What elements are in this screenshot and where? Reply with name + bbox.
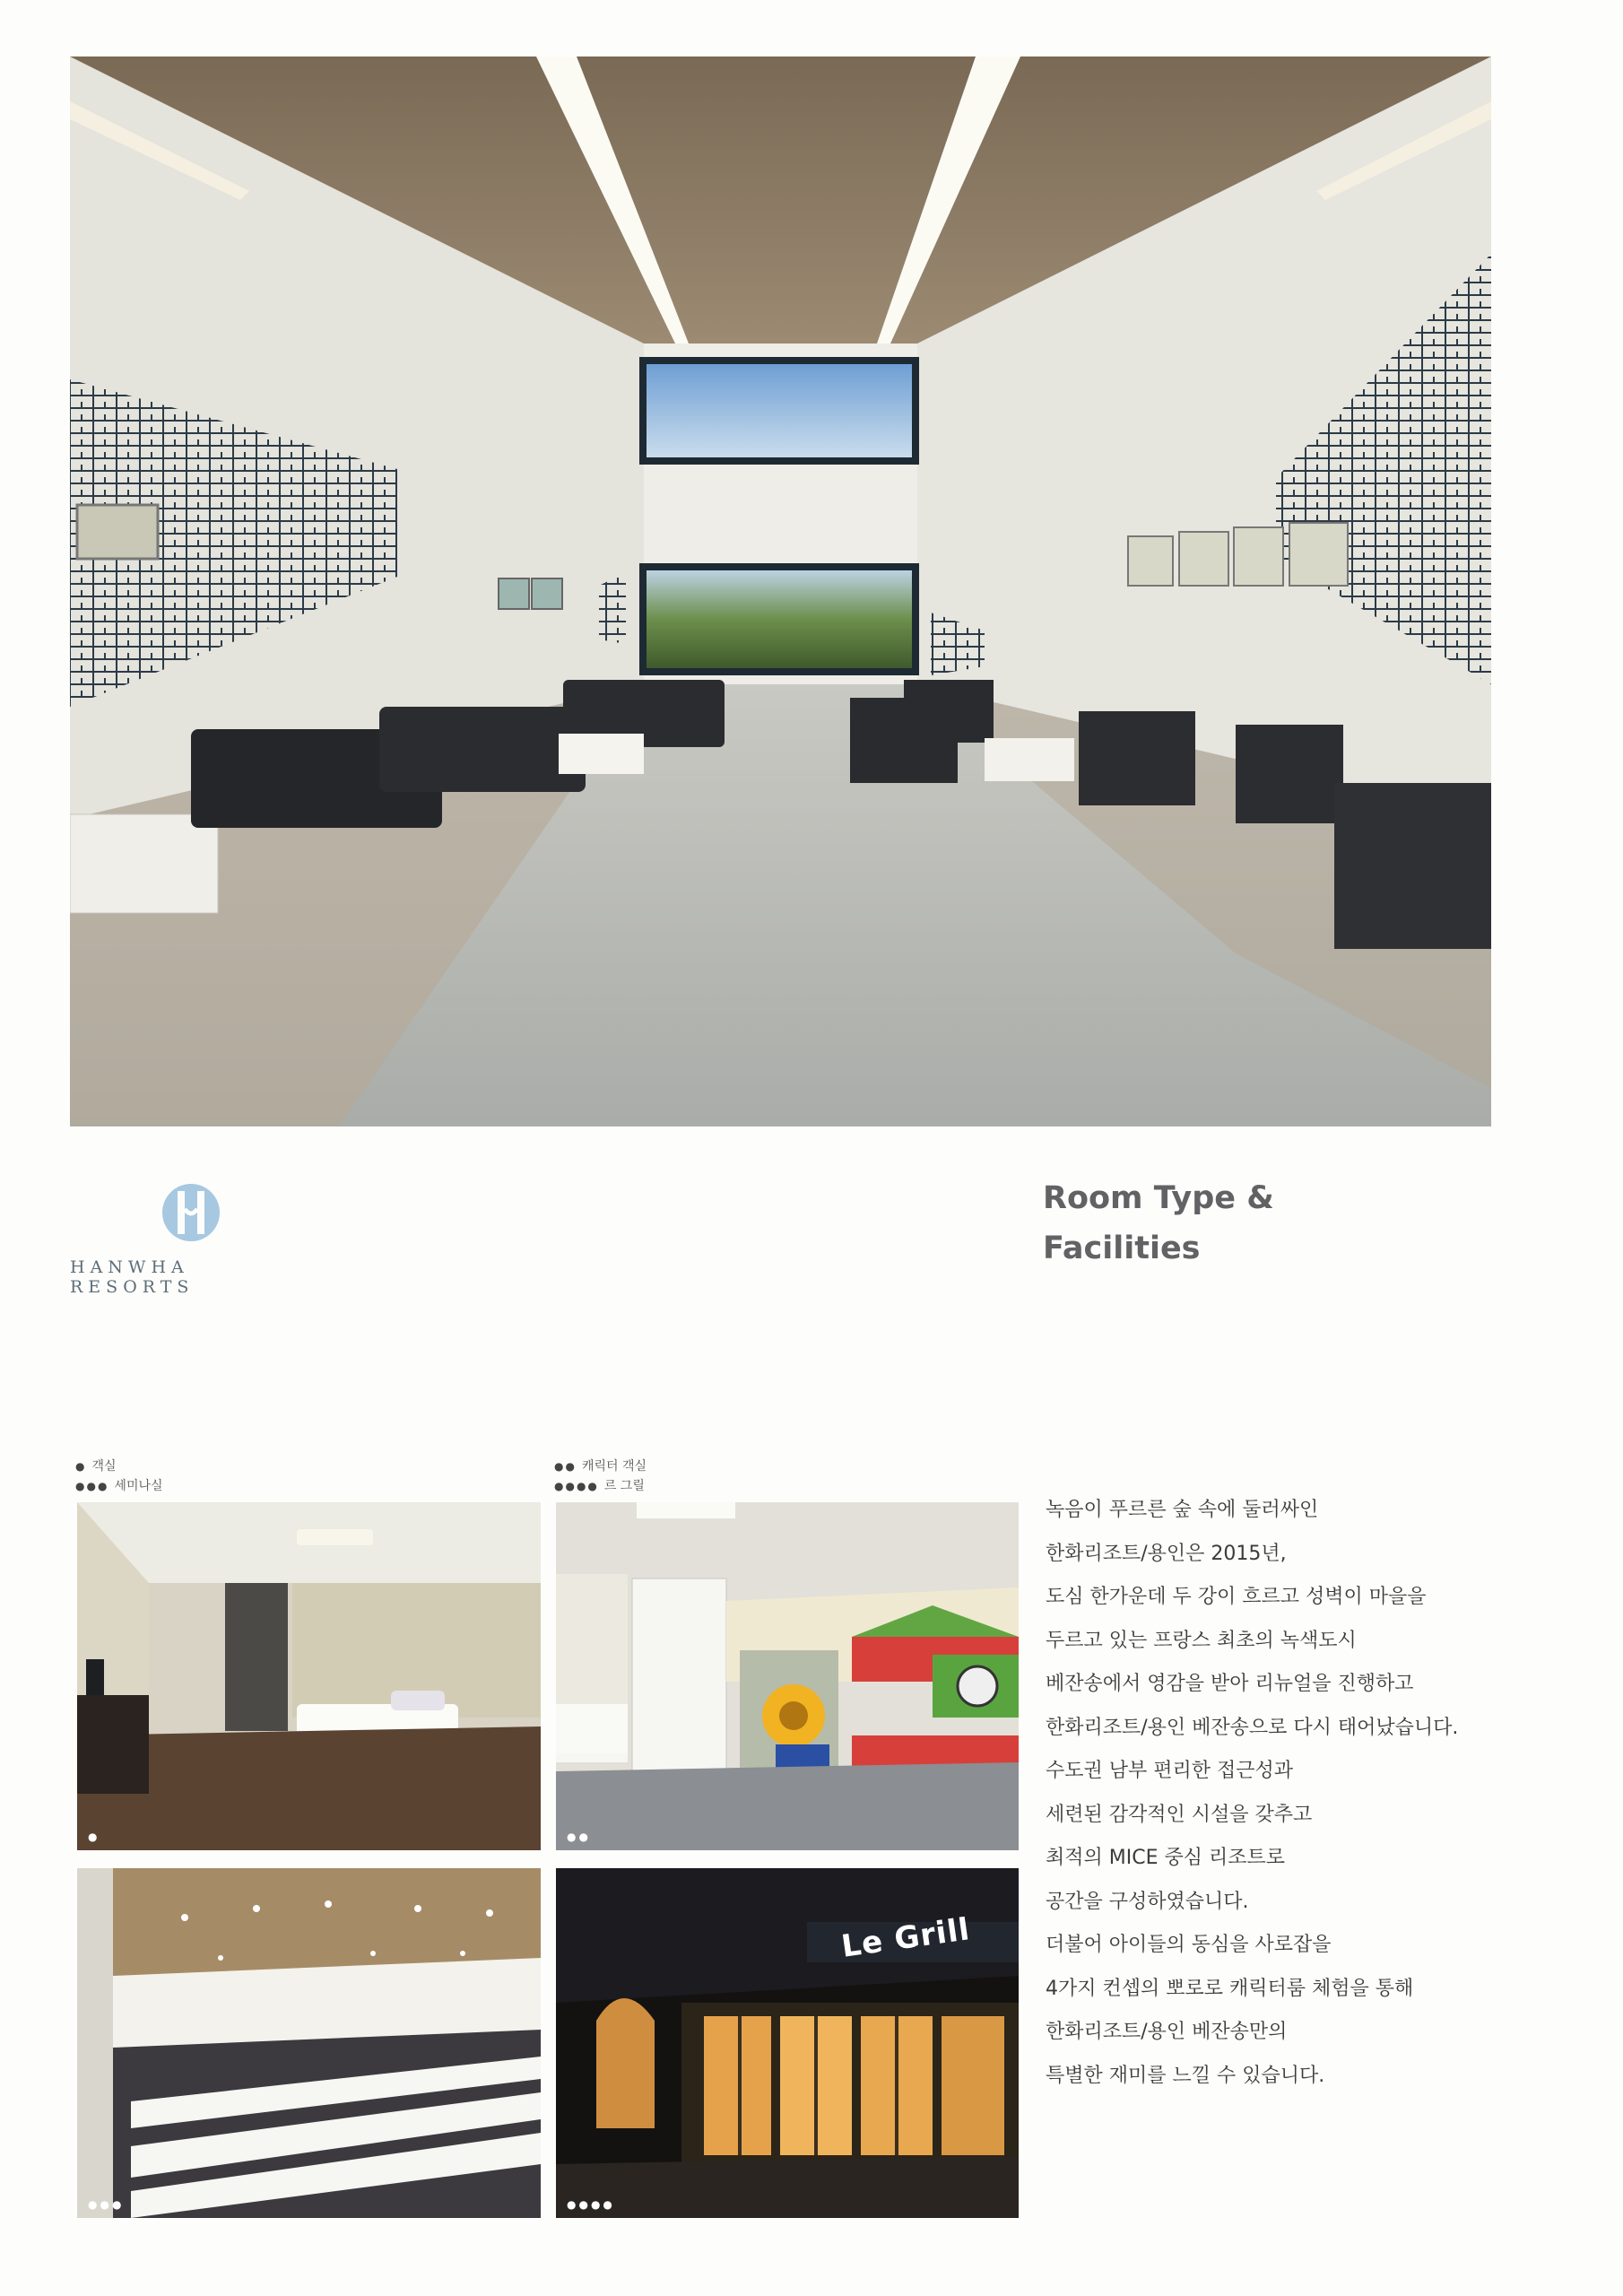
heading-line-2: Facilities <box>1043 1231 1201 1266</box>
body-line: 한화리조트/용인은 2015년, <box>1046 1542 1287 1565</box>
body-line: 수도권 남부 편리한 접근성과 <box>1046 1760 1294 1782</box>
caption-left <box>75 1457 163 1496</box>
body-line: 특별한 재미를 느낄 수 있습니다. <box>1046 2064 1325 2087</box>
caption-item: ● 객실 <box>75 1459 117 1474</box>
photo-index-tag: ●●● <box>88 2198 125 2211</box>
photo-index-tag: ●● <box>567 1831 591 1843</box>
body-line: 최적의 MICE 중심 리조트로 <box>1046 1847 1285 1869</box>
photo-index-tag: ●●●● <box>567 2198 615 2211</box>
guest-room-photo <box>77 1502 541 1850</box>
body-line: 한화리조트/용인 베잔송만의 <box>1046 2021 1288 2043</box>
brand-wordmark: HANWHA RESORTS <box>70 1257 195 1297</box>
le-grill-photo <box>556 1868 1019 2218</box>
caption-item: ●●● 세미나실 <box>75 1479 163 1493</box>
body-line: 4가지 컨셉의 뽀로로 캐릭터룸 체험을 통해 <box>1046 1977 1414 2000</box>
le-grill-sign: Le Grill <box>838 1911 973 1965</box>
lobby-photo <box>70 57 1491 1126</box>
seminar-room-photo <box>77 1868 541 2218</box>
body-line: 도심 한가운데 두 강이 흐르고 성벽이 마을을 <box>1046 1586 1427 1608</box>
photo-index-tag: ● <box>88 1831 100 1843</box>
caption-item: ●● 캐릭터 객실 <box>554 1459 647 1474</box>
body-text <box>1046 1489 1512 2098</box>
body-line: 녹음이 푸르른 숲 속에 둘러싸인 <box>1046 1499 1319 1521</box>
body-line: 더불어 아이들의 동심을 사로잡을 <box>1046 1934 1332 1956</box>
body-line: 두르고 있는 프랑스 최초의 녹색도시 <box>1046 1629 1357 1652</box>
body-line: 베잔송에서 영감을 받아 리뉴얼을 진행하고 <box>1046 1673 1414 1695</box>
caption-item: ●●●● 르 그릴 <box>554 1479 645 1493</box>
character-room-photo <box>556 1502 1019 1850</box>
caption-right <box>554 1457 647 1496</box>
section-heading <box>1043 1173 1419 1274</box>
hanwha-logo-icon <box>158 1182 224 1243</box>
heading-line-1: Room Type & <box>1043 1180 1274 1216</box>
body-line: 세련된 감각적인 시설을 갖추고 <box>1046 1803 1313 1826</box>
body-line: 공간을 구성하였습니다. <box>1046 1890 1249 1913</box>
body-line: 한화리조트/용인 베잔송으로 다시 태어났습니다. <box>1046 1716 1459 1739</box>
hanwha-resorts-logo <box>70 1182 321 1317</box>
